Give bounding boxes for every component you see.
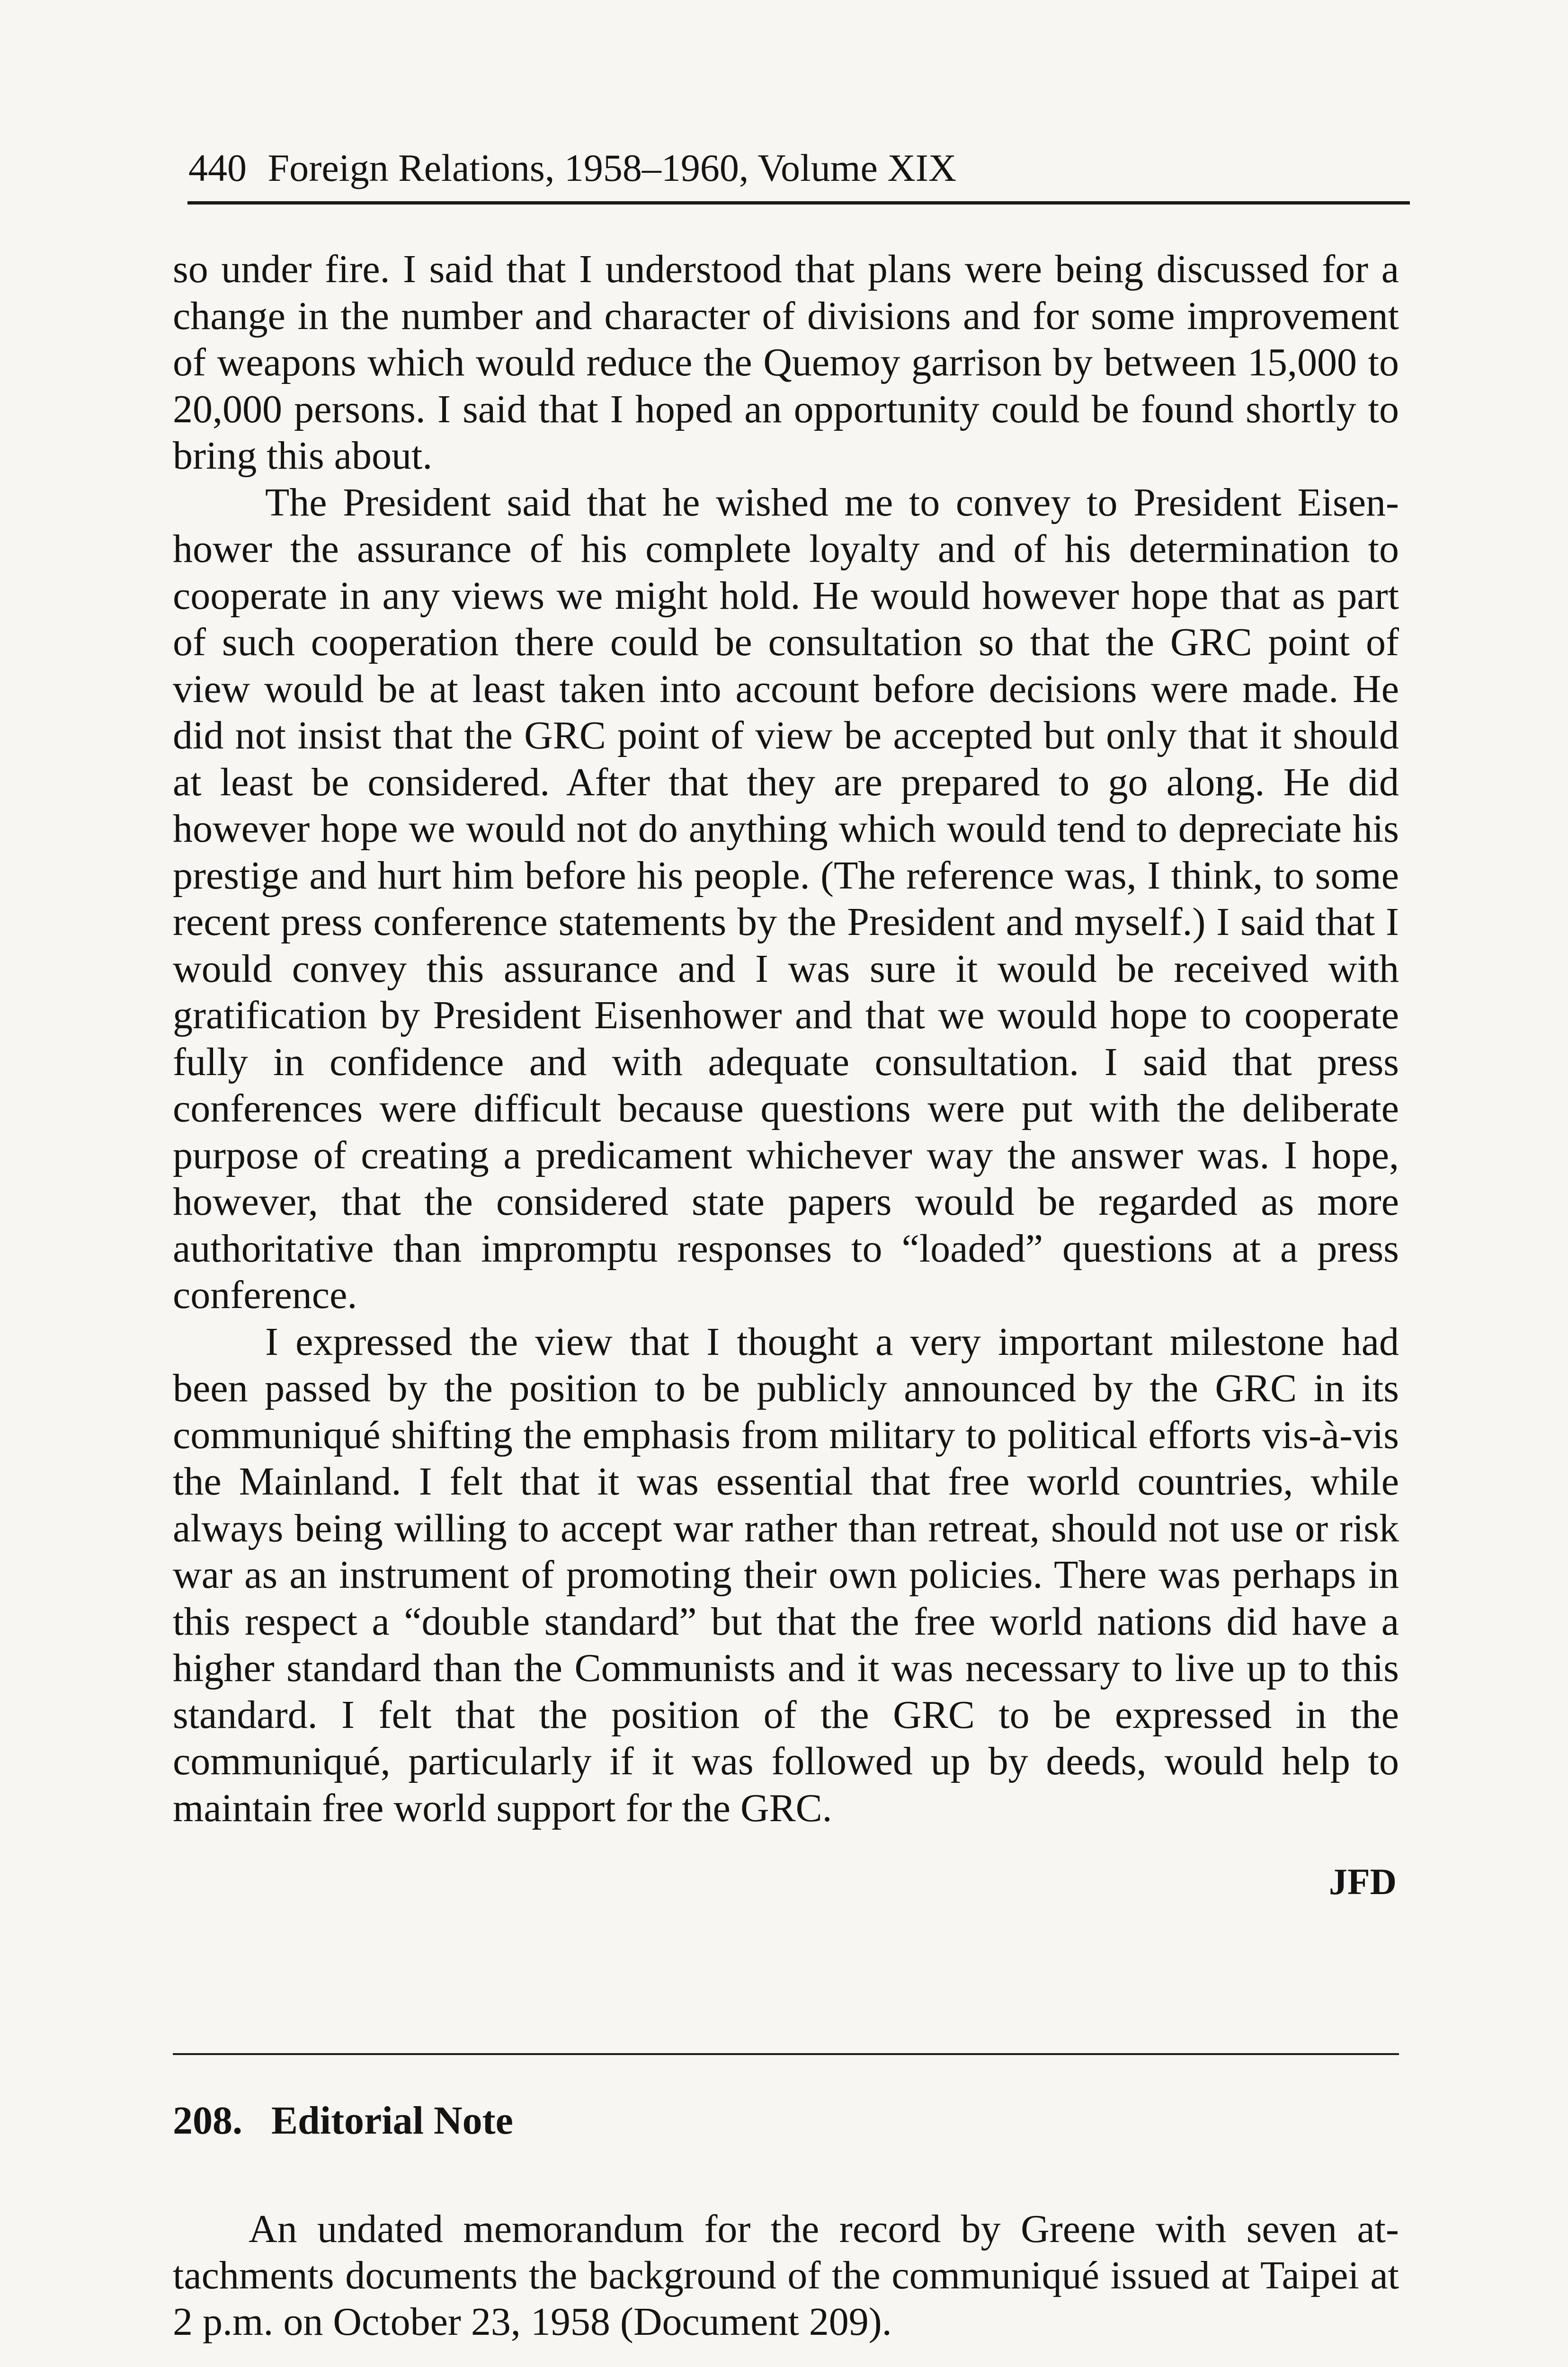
editorial-note-paragraph: An undated memorandum for the record by Greene with seven attachments documents the background of the communiqué issued at Taipei at 2 p.m. on October 23, 1958 (Document 209). bbox=[173, 2207, 1399, 2344]
page-number: 440 bbox=[188, 146, 247, 189]
section-divider bbox=[173, 2053, 1399, 2055]
signature-initials: JFD bbox=[1329, 1861, 1397, 1902]
running-head bbox=[188, 142, 1400, 194]
paragraph-1: so under fire. I said that I understood that plans were being discussed for a change in the number and character of divisions and for some improvement of weapons which would reduce the Quemoy garrison by between 15,000 to 20,000 persons. I said that I hoped an opportunity could be found shortly to bring this about. bbox=[173, 247, 1399, 478]
header-rule bbox=[187, 201, 1410, 205]
paragraph-3: I expressed the view that I thought a very important milestone had been passed by the position to be publicly announced by the GRC in its communiqué shifting the emphasis from military to political efforts vis-à-vis the Mainland. I felt that it was essential that free world countries, while always being willing to accept war rather than retreat, should not use or risk war as an instrument of promoting their own policies. There was perhaps in this respect a “double standard” but that the free world nations did have a higher standard than the Communists and it was necessary to live up to this standard. I felt that the position of the GRC to be expressed in the communiqué, particularly if it was followed up by deeds, would help to maintain free world support for the GRC. bbox=[173, 1319, 1399, 1830]
paragraph-2: The President said that he wished me to convey to President Eisenhower the assurance of his complete loyalty and of his determination to cooperate in any views we might hold. He would however hope that as part of such cooperation there could be consultation so that the GRC point of view would be at least taken into account before decisions were made. He did not insist that the GRC point of view be accepted but only that it should at least be considered. After that they are prepared to go along. He did however hope we would not do anything which would tend to depreciate his prestige and hurt him before his people. (The reference was, I think, to some recent press conference statements by the President and myself.) I said that I would convey this assurance and I was sure it would be received with gratification by President Eisenhower and that we would hope to cooperate fully in confidence and with adequate consultation. I said that press conferences were difficult because questions were put with the deliberate purpose of creating a predicament whichever way the answer was. I hope, however, that the considered state papers would be regarded as more authoritative than impromptu responses to “loaded” questions at a press conference. bbox=[173, 480, 1399, 1317]
section-title: Editorial Note bbox=[271, 2099, 513, 2143]
section-heading bbox=[173, 2097, 513, 2145]
memorandum-body bbox=[173, 246, 1399, 1832]
volume-title: Foreign Relations, 1958–1960, Volume XIX bbox=[267, 146, 957, 189]
section-number: 208. bbox=[173, 2099, 242, 2143]
editorial-note-body bbox=[173, 2206, 1399, 2345]
